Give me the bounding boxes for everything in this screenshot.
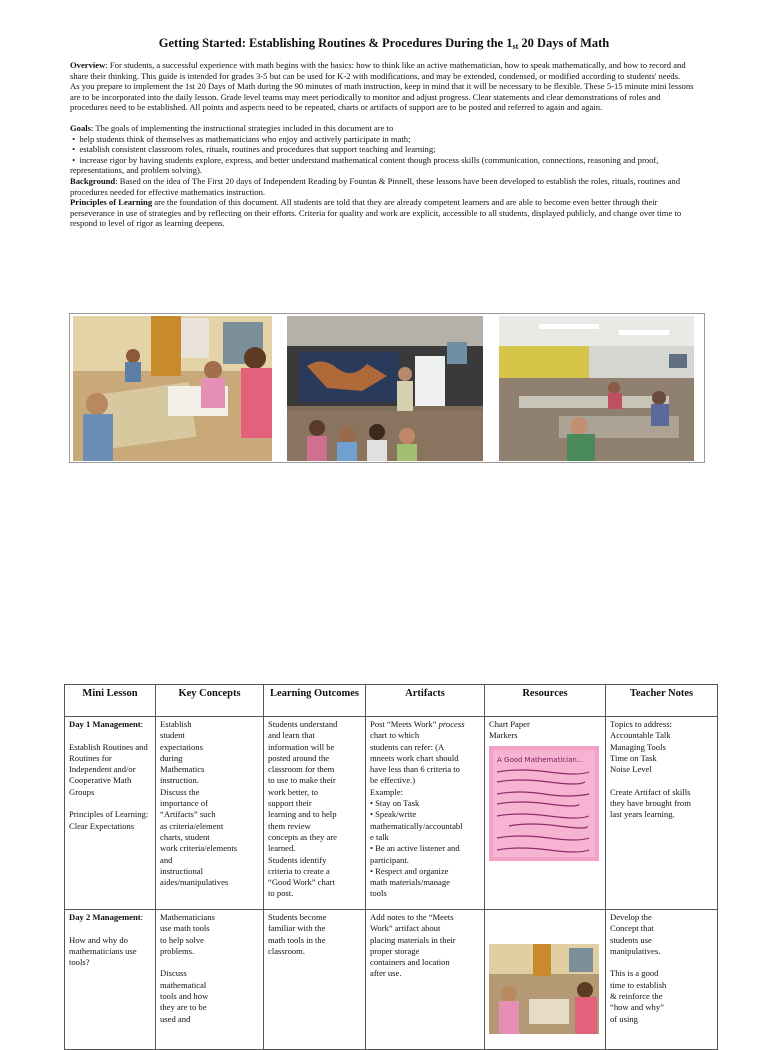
cell-line: Discuss the: [160, 786, 200, 797]
cell-line: after use.: [370, 968, 402, 979]
learning-outcomes-cell: [264, 910, 366, 1050]
cell-line: How and why do: [69, 934, 128, 945]
classroom-photo-3: [499, 316, 694, 461]
cell-line: e talk: [370, 831, 389, 842]
cell-line: • Respect and organize: [370, 865, 449, 876]
cell-line: support their: [268, 798, 312, 809]
header-mini-lesson: Mini Lesson: [65, 685, 156, 717]
cell-line: math tools in the: [268, 934, 326, 945]
document-title: Getting Started: Establishing Routines & Procedures During the $1_{st}$ 20 Days of Math: [158, 36, 610, 51]
cell-line: have less than 6 criteria to: [370, 764, 460, 775]
cell-line: [610, 957, 713, 968]
intro-section: [70, 60, 698, 229]
cell-line: Create Artifact of skills: [610, 786, 691, 797]
background-paragraph: Background: Based on the idea of The First 20 days of Independent Reading by Fountas & Pinnell, these lessons have been developed to establish the roles, rituals, routines and procedures needed for effective mathematics instruction.: [70, 175, 680, 197]
cell-line: during: [160, 752, 183, 763]
cell-line: [69, 923, 151, 934]
cell-line: Principles of Learning:: [69, 809, 149, 820]
cell-line: Markers: [489, 730, 518, 741]
cell-line: as criteria/element: [160, 820, 224, 831]
cell-line: classroom for them: [268, 764, 335, 775]
cell-line: to post.: [268, 888, 294, 899]
cell-line: last years learning.: [610, 809, 675, 820]
cell-line: Accountable Talk: [610, 730, 671, 741]
cell-line: [160, 957, 259, 968]
cell-line: posted around the: [268, 752, 330, 763]
cell-line: they have brought from: [610, 798, 691, 809]
cell-line: importance of: [160, 798, 208, 809]
artifacts-cell: [366, 910, 485, 1050]
teacher-notes-cell: [606, 717, 718, 910]
cell-line: Mathematicians: [160, 912, 215, 922]
table-header-row: [65, 685, 718, 717]
classroom-photo-2: [287, 316, 483, 461]
cell-line: expectations: [160, 741, 203, 752]
cell-line: use math tools: [160, 923, 210, 934]
cell-line: & reinforce the: [610, 991, 663, 1002]
resources-cell: [485, 717, 606, 910]
cell-line: Students identify: [268, 854, 327, 865]
cell-line: manipulatives.: [610, 945, 661, 956]
header-artifacts: Artifacts: [366, 685, 485, 717]
cell-line: problems.: [160, 945, 195, 956]
cell-line: Students become: [268, 912, 327, 922]
cell-line: mathematicians use: [69, 945, 137, 956]
cell-line: • Be an active listener and: [370, 843, 460, 854]
cell-line: Routines for: [69, 752, 112, 763]
cell-line: charts, student: [160, 831, 210, 842]
cell-line: of using: [610, 1013, 638, 1024]
cell-line: and: [160, 854, 173, 865]
cell-line: Mathematics: [160, 764, 205, 775]
key-concepts-cell: [156, 910, 264, 1050]
classroom-photo-1: [73, 316, 272, 461]
lesson-plan-table: [64, 684, 718, 1050]
cell-line: “Good Work” chart: [268, 877, 335, 888]
key-concepts-cell: [156, 717, 264, 910]
cell-line: tools?: [69, 957, 90, 968]
header-teacher-notes: Teacher Notes: [606, 685, 718, 717]
cell-line: be effective.): [370, 775, 416, 786]
cell-line: mneets work chart should: [370, 752, 459, 763]
cell-line: Concept that: [610, 923, 654, 934]
cell-line: tools and how: [160, 991, 209, 1002]
cell-line: Students understand: [268, 719, 338, 729]
cell-line: • Stay on Task: [370, 798, 420, 809]
cell-line: used and: [160, 1013, 191, 1024]
cell-line: student: [160, 730, 185, 741]
math-tools-photo: [489, 944, 599, 1034]
cell-line: learning and to help: [268, 809, 337, 820]
cell-line: Groups: [69, 786, 95, 797]
good-mathematician-chart-photo: [489, 746, 599, 861]
principles-paragraph: Principles of Learning are the foundation of this document. All students are told that they are already competent learners and are able to become even better through their perseverance in use of strategies and by reflecting on their efforts. Criteria for quality and work are explicit, accessible to all students, displayed publicly, and change over time to respond to level of rigor as learning deepens.: [70, 197, 682, 229]
cell-line: • Speak/write: [370, 809, 417, 820]
cell-line: familiar with the: [268, 923, 326, 934]
goals-paragraph: Goals: The goals of implementing the instructional strategies included in this document are to: [70, 122, 394, 133]
cell-line: chart to which: [370, 730, 420, 741]
cell-line: information will be: [268, 741, 335, 752]
cell-line: Develop the: [610, 912, 652, 922]
cell-line: they are to be: [160, 1002, 207, 1013]
cell-line: criteria to create a: [268, 865, 330, 876]
cell-line: [610, 775, 713, 786]
goal-item: • increase rigor by having students explore, express, and better understand mathematical content though process skills (communication, connections, reasoning and proof, representations, and problem solving).: [70, 154, 659, 176]
chart-photo-heading: A Good Mathematician...: [497, 755, 584, 764]
overview-paragraph: Overview: For students, a successful experience with math begins with the basics: how to think like an active mathematician, how to speak mathematically, and how to record and share their thinking. This guide is intended for grades 3-5 but can be used for K-2 with modifications, and may be extended, condensed, or modified according to students' needs.: [70, 60, 686, 81]
cell-line: instruction.: [160, 775, 199, 786]
cell-line: tools: [370, 888, 387, 899]
cell-line: concepts as they are: [268, 831, 337, 842]
resources-cell: [485, 910, 606, 1050]
artifacts-cell: Post “Meets Work” process chart to which students can refer: (A mneets work chart should have less than 6 criteria to be effective.) Example: • Stay on Task • Speak/write mathematically/accountabl e talk • Be an active listener and participant. • Respect and organize math materials/manage tools: [366, 717, 485, 910]
table-row: [65, 910, 718, 1050]
cell-line: students use: [610, 934, 652, 945]
cell-line: Noise Level: [610, 764, 652, 775]
cell-line: Establish Routines and: [69, 741, 148, 752]
cell-line: placing materials in their: [370, 934, 456, 945]
cell-line: Work” artifact about: [370, 923, 441, 934]
cell-line: Chart Paper: [489, 719, 530, 729]
cell-line: “Artifacts” such: [160, 809, 216, 820]
cell-line: Example:: [370, 786, 403, 797]
cell-line: and learn that: [268, 730, 315, 741]
cell-line: work criteria/elements: [160, 843, 238, 854]
cell-line: mathematically/accountabl: [370, 820, 463, 831]
cell-line: Time on Task: [610, 752, 657, 763]
goal-item: • help students think of themselves as mathematicians who enjoy and actively participate in math;: [70, 133, 411, 144]
table-row: [65, 717, 718, 910]
mini-lesson-cell: Day 2 Management: How and why do mathematicians use tools?: [65, 910, 156, 1050]
cell-line: containers and location: [370, 957, 450, 968]
flexibility-paragraph: As you prepare to implement the 1st 20 Days of Math during the 90 minutes of math instruction, keep in mind that it will be necessary to be flexible. These 5-15 minute mini lessons are to be incorporated into the daily lesson. Grade level teams may meet periodically to monitor and adjust progress. Clear statements and clear demonstrations of roles and procedures need to be established. All points and aspects need to be repeated, charts or artifacts of support are to be posted and referred to again and again.: [70, 81, 694, 113]
cell-line: Establish: [160, 719, 192, 729]
header-resources: Resources: [485, 685, 606, 717]
mini-lesson-cell: Day 1 Management: Establish Routines and Routines for Independent and/or Cooperative Math Groups Principles of Learning: Clear Expectations: [65, 717, 156, 910]
cell-line: This is a good: [610, 968, 659, 979]
cell-line: classroom.: [268, 945, 305, 956]
cell-line: participant.: [370, 854, 409, 865]
cell-line: Discuss: [160, 968, 187, 979]
cell-line: Topics to address:: [610, 719, 672, 729]
cell-line: proper storage: [370, 945, 420, 956]
cell-line: instructional: [160, 865, 203, 876]
cell-line: to help solve: [160, 934, 204, 945]
learning-outcomes-cell: [264, 717, 366, 910]
cell-line: aides/manipulatives: [160, 877, 229, 888]
cell-line: Managing Tools: [610, 741, 666, 752]
cell-line: mathematical: [160, 979, 207, 990]
cell-line: “how and why”: [610, 1002, 664, 1013]
cell-line: math materials/manage: [370, 877, 450, 888]
cell-line: [69, 730, 151, 741]
cell-line: students can refer: (A: [370, 741, 445, 752]
cell-line: to use to make their: [268, 775, 336, 786]
teacher-notes-cell: [606, 910, 718, 1050]
cell-line: Add notes to the “Meets: [370, 912, 454, 922]
cell-line: Cooperative Math: [69, 775, 132, 786]
cell-line: time to establish: [610, 979, 667, 990]
header-learning-outcomes: Learning Outcomes: [264, 685, 366, 717]
cell-line: Independent and/or: [69, 764, 136, 775]
cell-line: work better, to: [268, 786, 319, 797]
cell-line: learned.: [268, 843, 296, 854]
goal-item: • establish consistent classroom roles, rituals, routines and procedures that support teaching and learning;: [70, 144, 436, 155]
cell-line: [69, 798, 151, 809]
cell-line: Clear Expectations: [69, 820, 135, 831]
header-key-concepts: Key Concepts: [156, 685, 264, 717]
classroom-photos-strip: [69, 313, 705, 463]
cell-line: them review: [268, 820, 311, 831]
